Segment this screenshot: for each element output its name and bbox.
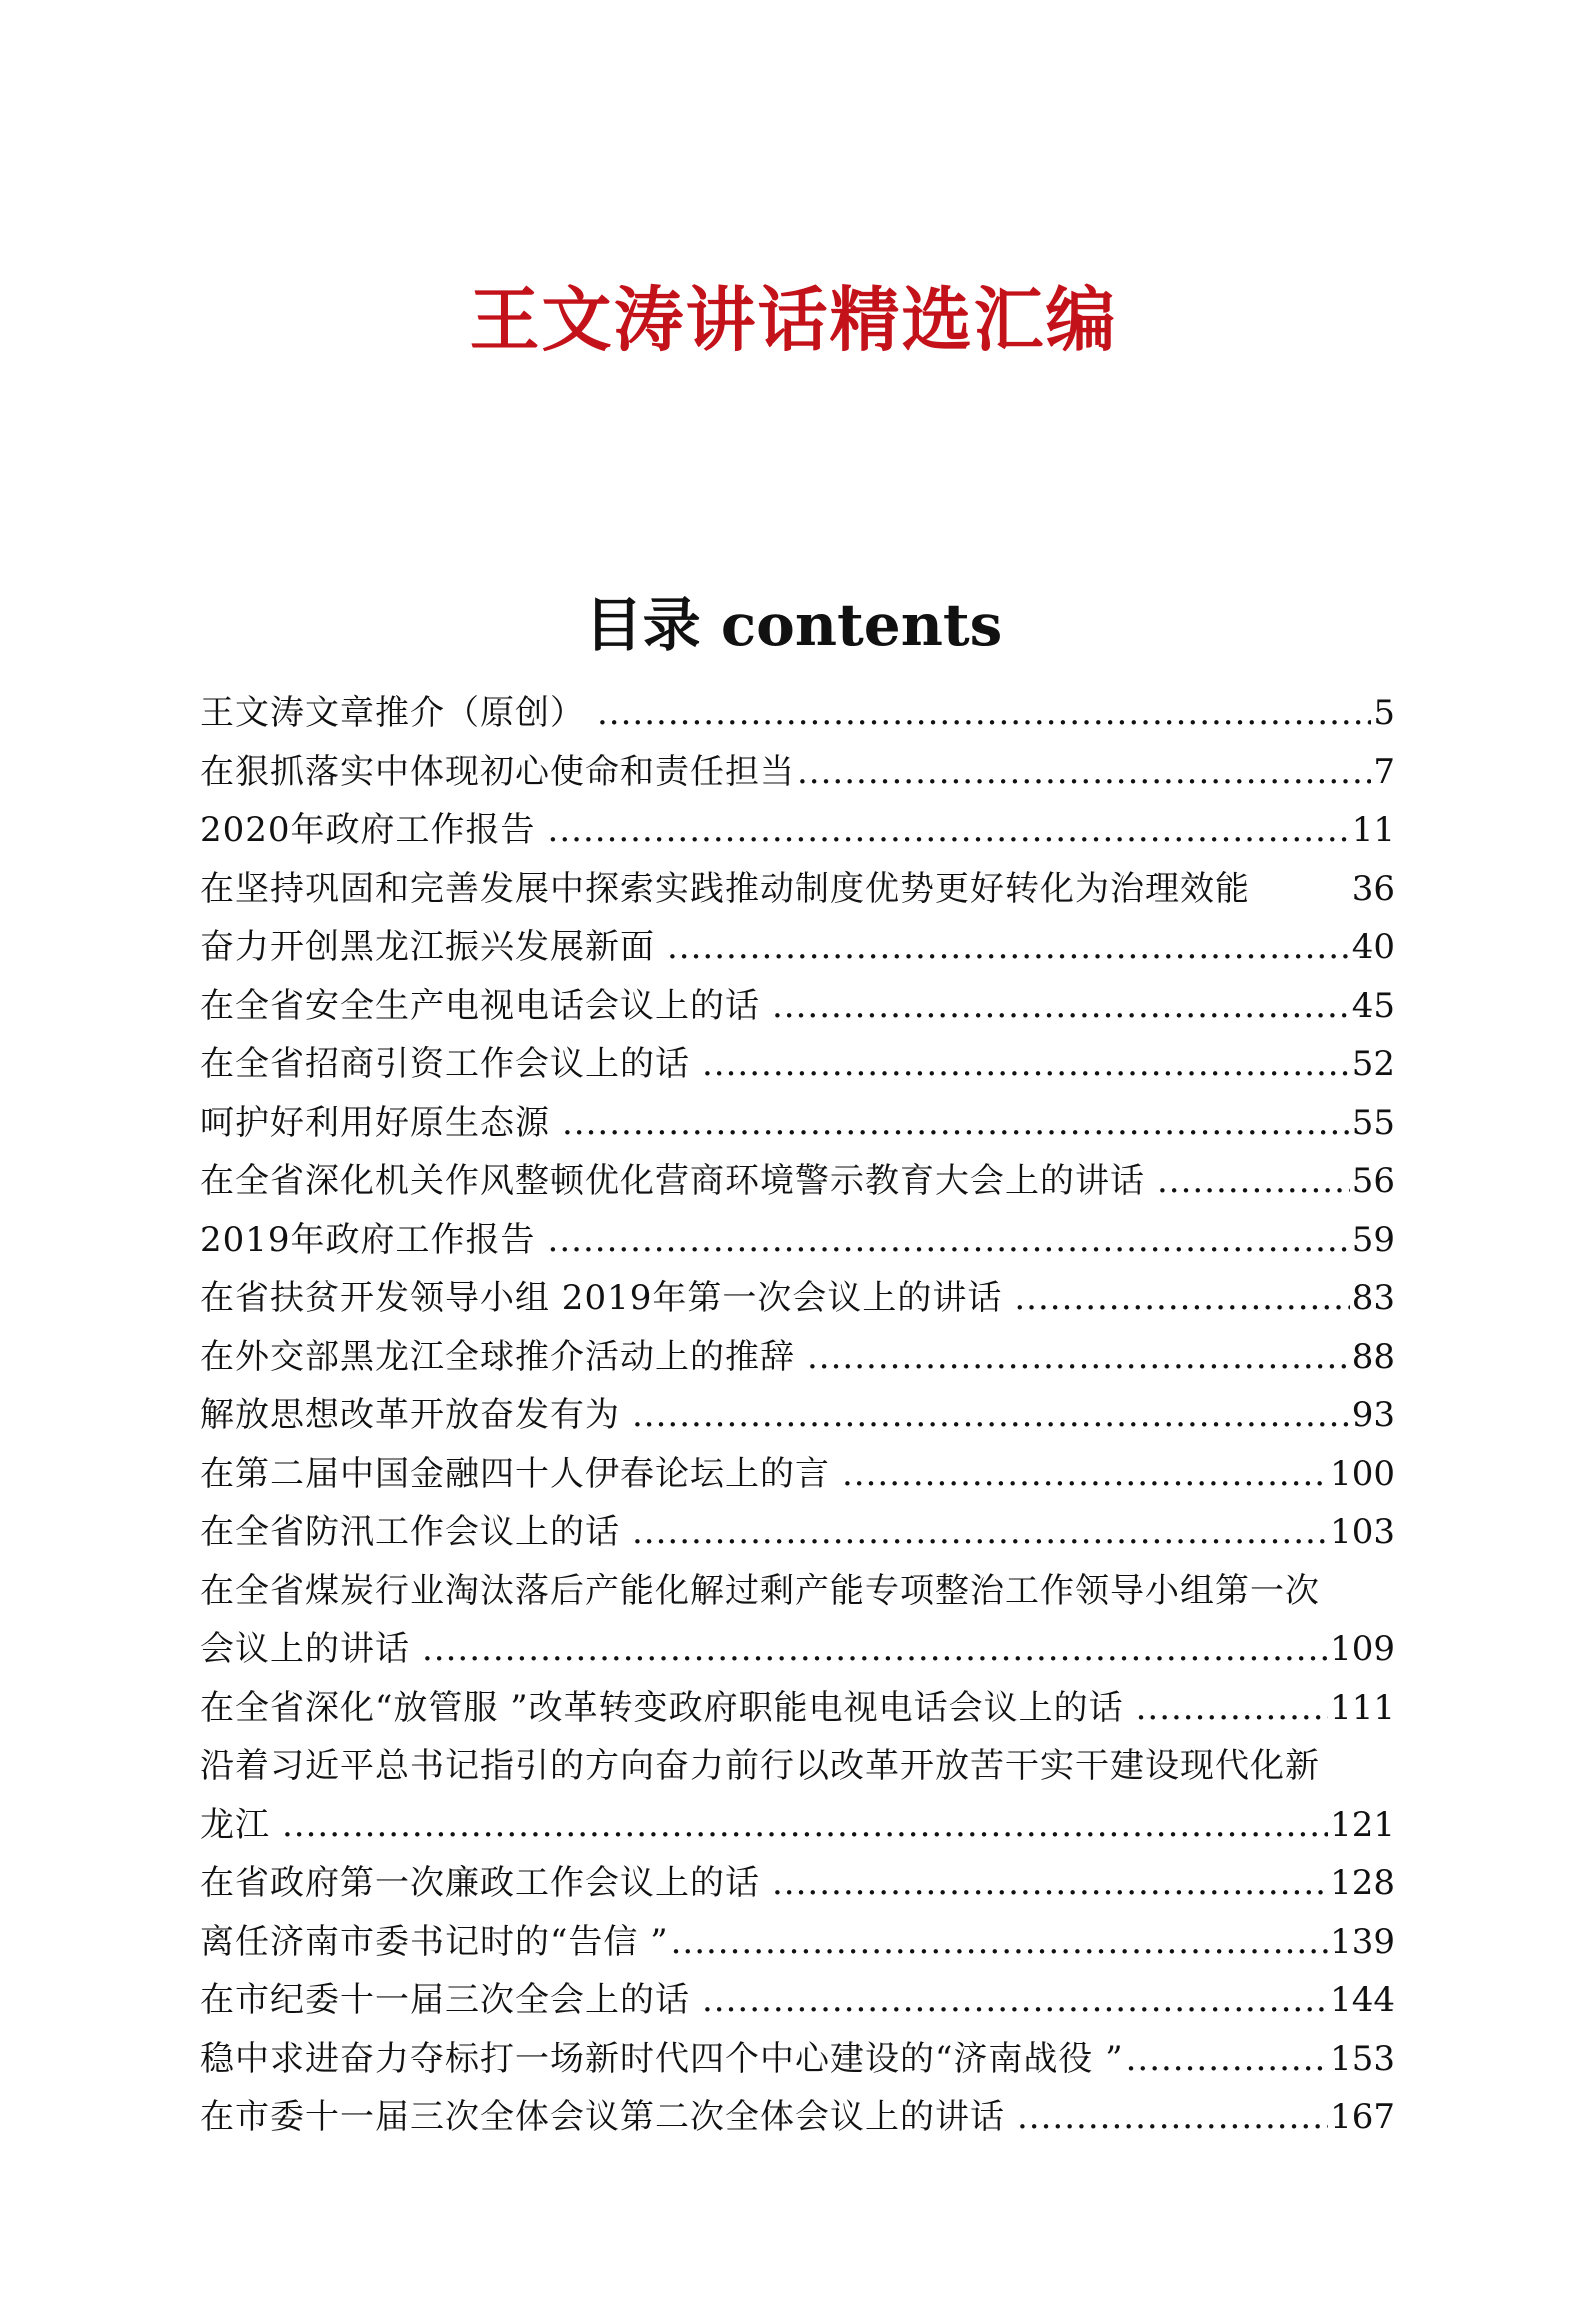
- toc-entry-page: 5: [1373, 693, 1395, 733]
- toc-entry[interactable]: [200, 2088, 1395, 2147]
- toc-entry-title: 解放思想改革开放奋发有为: [200, 1395, 620, 1435]
- toc-entry[interactable]: [200, 1386, 1395, 1445]
- dot-leader: [632, 1503, 1328, 1562]
- toc-entry[interactable]: [200, 1679, 1395, 1738]
- toc-entry-page: 52: [1351, 1044, 1395, 1084]
- toc-entry[interactable]: [200, 1269, 1395, 1328]
- toc-entry-title: 2020年政府工作报告: [200, 810, 536, 850]
- toc-entry-title: 在市委十一届三次全体会议第二次全体会议上的讲话: [200, 2097, 1005, 2137]
- toc-entry-title: 离任济南市委书记时的“告信 ”: [200, 1921, 669, 1962]
- toc-entry-title: 在全省深化机关作风整顿优化营商环境警示教育大会上的讲话: [200, 1161, 1145, 1201]
- toc-entry-page: 121: [1330, 1804, 1395, 1845]
- dot-leader: [548, 801, 1350, 860]
- table-of-contents: [200, 684, 1395, 2147]
- toc-entry-title: 在省扶贫开发领导小组 2019年第一次会议上的讲话: [200, 1278, 1003, 1318]
- dot-leader: [562, 1094, 1350, 1153]
- dot-leader: [772, 1854, 1328, 1913]
- dot-leader: [282, 1796, 1328, 1855]
- toc-entry-page: 167: [1330, 2097, 1395, 2137]
- dot-leader: [1017, 2088, 1328, 2147]
- toc-entry-page: 83: [1351, 1278, 1395, 1318]
- toc-entry[interactable]: [200, 2030, 1395, 2089]
- toc-entry-page: 100: [1330, 1453, 1395, 1494]
- toc-entry-title-continued: 会议上的讲话: [200, 1629, 410, 1669]
- toc-entry-title: 在全省安全生产电视电话会议上的话: [200, 985, 760, 1026]
- toc-entry-page: 103: [1330, 1512, 1395, 1552]
- dot-leader: [702, 1971, 1328, 2030]
- dot-leader: [671, 1913, 1329, 1972]
- dot-leader: [632, 1386, 1350, 1445]
- toc-entry-page: 139: [1330, 1921, 1395, 1962]
- toc-entry-page: 36: [1351, 868, 1395, 909]
- toc-entry[interactable]: [200, 1562, 1395, 1679]
- toc-entry[interactable]: [200, 1913, 1395, 1972]
- toc-entry-page: 55: [1351, 1102, 1395, 1143]
- toc-entry-page: 45: [1351, 985, 1395, 1026]
- dot-leader: [702, 1035, 1350, 1094]
- toc-entry-page: 56: [1351, 1161, 1395, 1201]
- toc-entry-page: 59: [1351, 1219, 1395, 1260]
- toc-entry[interactable]: [200, 1445, 1395, 1504]
- toc-entry[interactable]: [200, 1094, 1395, 1153]
- document-title: 王文涛讲话精选汇编: [469, 278, 1118, 361]
- toc-entry-title: 在外交部黑龙江全球推介活动上的推辞: [200, 1336, 795, 1377]
- toc-entry-title: 在狠抓落实中体现初心使命和责任担当: [200, 751, 795, 792]
- dot-leader: [797, 743, 1371, 802]
- toc-entry[interactable]: [200, 1152, 1395, 1211]
- toc-entry-page: 144: [1330, 1980, 1395, 2020]
- dot-leader: [597, 684, 1371, 743]
- toc-entry[interactable]: [200, 860, 1395, 919]
- toc-entry-title: 2019年政府工作报告: [200, 1219, 536, 1260]
- toc-entry-title: 王文涛文章推介（原创）: [200, 693, 585, 733]
- toc-entry-title: 奋力开创黑龙江振兴发展新面: [200, 927, 655, 967]
- toc-entry-page: 111: [1330, 1687, 1395, 1728]
- toc-entry[interactable]: [200, 918, 1395, 977]
- toc-entry-page: 11: [1351, 810, 1395, 850]
- toc-entry[interactable]: [200, 1328, 1395, 1387]
- toc-entry-page: 93: [1351, 1395, 1395, 1435]
- toc-entry-title: 沿着习近平总书记指引的方向奋力前行以改革开放苦干实干建设现代化新: [200, 1746, 1320, 1786]
- toc-entry-title: 在第二届中国金融四十人伊春论坛上的言: [200, 1453, 830, 1494]
- toc-entry-page: 153: [1330, 2038, 1395, 2079]
- toc-entry[interactable]: [200, 1854, 1395, 1913]
- toc-entry-page: 88: [1351, 1336, 1395, 1377]
- toc-entry[interactable]: [200, 684, 1395, 743]
- dot-leader: [1014, 1269, 1349, 1328]
- dot-leader: [548, 1211, 1350, 1270]
- dot-leader: [1136, 1679, 1329, 1738]
- toc-entry-title: 呵护好利用好原生态源: [200, 1102, 550, 1143]
- toc-entry[interactable]: [200, 1211, 1395, 1270]
- toc-entry-title: 在全省招商引资工作会议上的话: [200, 1044, 690, 1084]
- toc-entry-title: 在全省煤炭行业淘汰落后产能化解过剩产能专项整治工作领导小组第一次: [200, 1570, 1320, 1611]
- dot-leader: [772, 977, 1350, 1036]
- dot-leader: [422, 1620, 1328, 1679]
- toc-entry-title: 在全省深化“放管服 ”改革转变政府职能电视电话会议上的话: [200, 1687, 1124, 1728]
- toc-entry[interactable]: [200, 1503, 1395, 1562]
- toc-heading: 目录 contents: [584, 591, 1003, 659]
- toc-entry[interactable]: [200, 1971, 1395, 2030]
- toc-entry[interactable]: [200, 1035, 1395, 1094]
- dot-leader: [667, 918, 1350, 977]
- dot-leader: [1126, 2030, 1329, 2089]
- toc-entry-page: 109: [1330, 1629, 1395, 1669]
- toc-entry-title: 在全省防汛工作会议上的话: [200, 1512, 620, 1552]
- toc-entry-title: 在坚持巩固和完善发展中探索实践推动制度优势更好转化为治理效能: [200, 868, 1250, 909]
- toc-entry[interactable]: [200, 977, 1395, 1036]
- toc-entry[interactable]: [200, 743, 1395, 802]
- toc-entry[interactable]: [200, 801, 1395, 860]
- toc-entry-page: 40: [1351, 927, 1395, 967]
- toc-entry-page: 7: [1373, 751, 1395, 792]
- toc-entry-title: 稳中求进奋力夺标打一场新时代四个中心建设的“济南战役 ”: [200, 2038, 1124, 2079]
- toc-entry-title: 在省政府第一次廉政工作会议上的话: [200, 1863, 760, 1903]
- toc-entry[interactable]: [200, 1737, 1395, 1854]
- dot-leader: [807, 1328, 1350, 1387]
- toc-entry-title-continued: 龙江: [200, 1804, 270, 1845]
- toc-entry-title: 在市纪委十一届三次全会上的话: [200, 1980, 690, 2020]
- toc-entry-page: 128: [1330, 1863, 1395, 1903]
- dot-leader: [1157, 1152, 1350, 1211]
- dot-leader: [842, 1445, 1328, 1504]
